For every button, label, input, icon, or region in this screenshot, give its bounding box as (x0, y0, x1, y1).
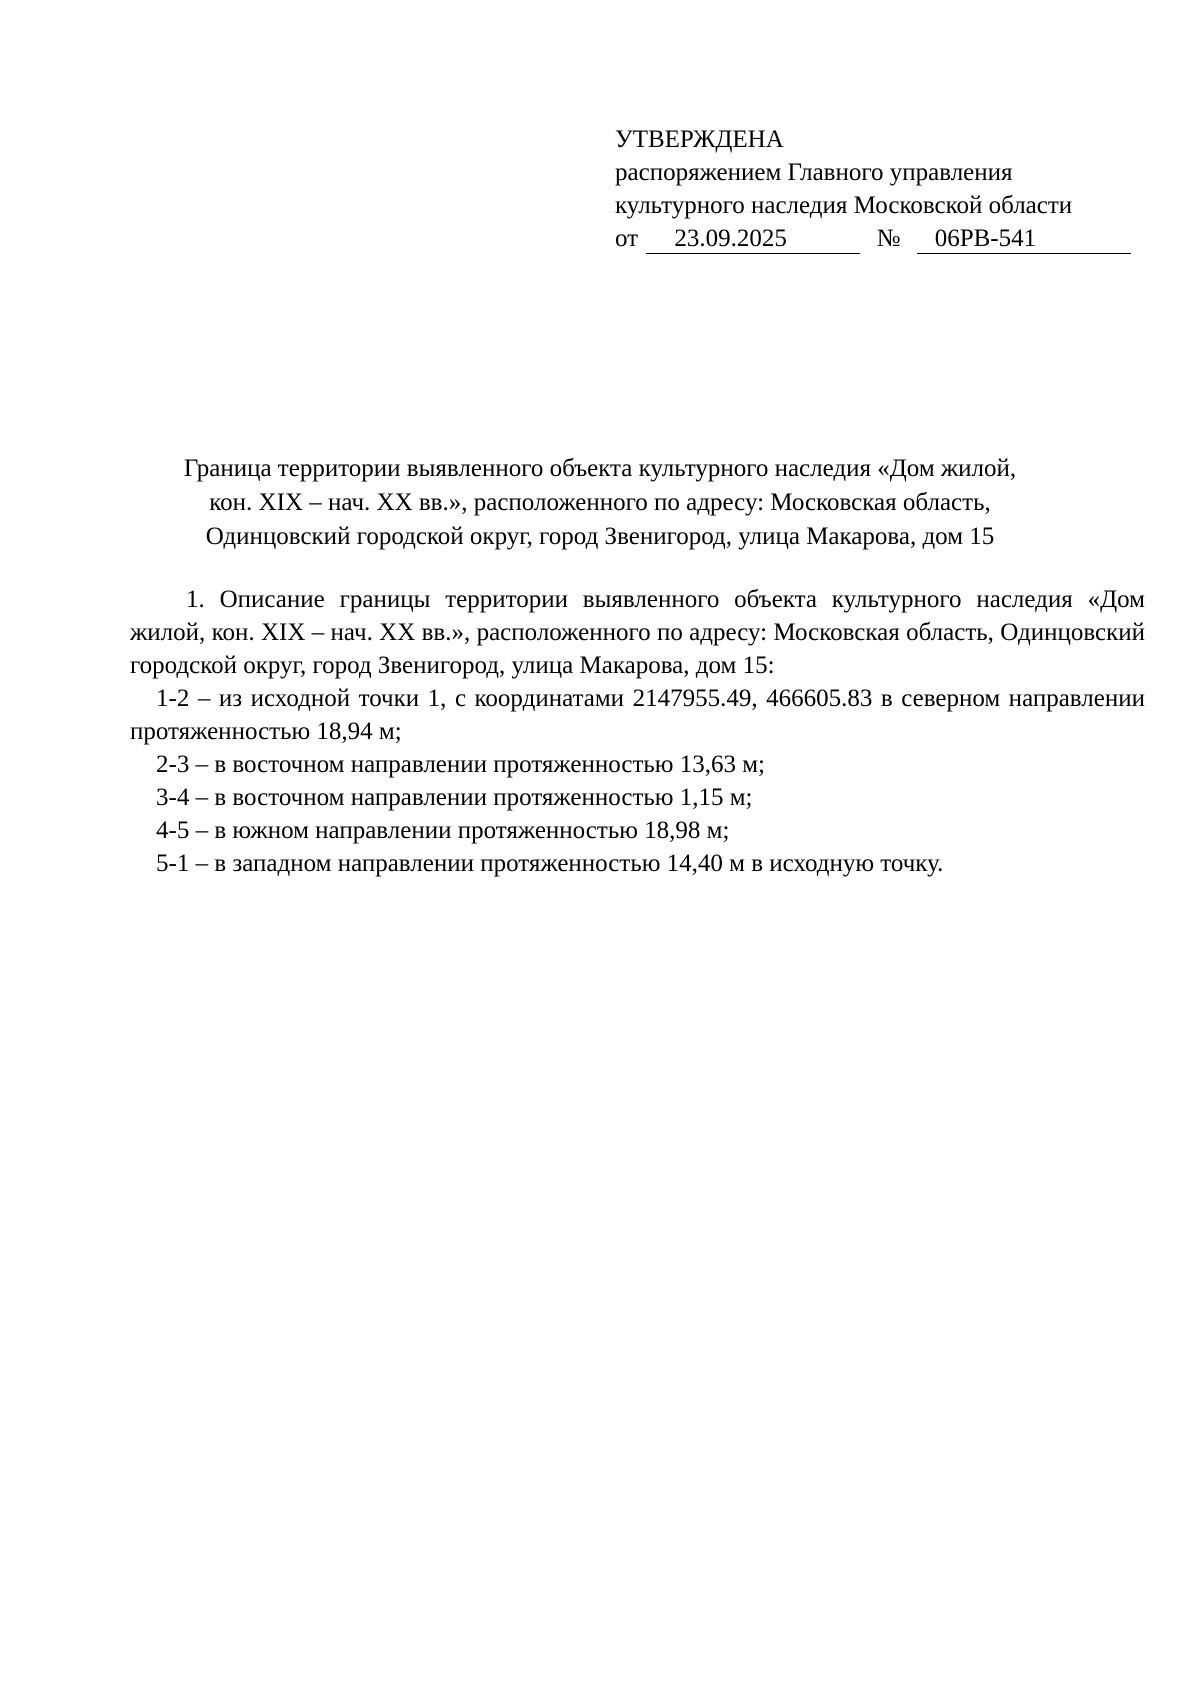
description-intro: 1. Описание границы территории выявленного объекта культурного наследия «Дом жилой, кон. XIX – нач. XX вв.», расположенного по адресу: Московская область, Одинцовский городской округ, город Звенигород, улица Макарова, дом 15: (130, 586, 1145, 679)
segment-1-2: 1-2 – из исходной точки 1, с координатами 2147955.49, 466605.83 в северном направлении протяженностью 18,94 м; (130, 685, 1145, 745)
title-line-3: Одинцовский городской округ, город Звенигород, улица Макарова, дом 15 (205, 523, 995, 550)
number-label: № (876, 225, 901, 252)
title-line-1: Граница территории выявленного объекта культурного наследия «Дом жилой, (183, 455, 1017, 482)
approval-number: 06РВ-541 (917, 226, 1131, 254)
document-title (130, 452, 1070, 554)
approval-block (615, 123, 1131, 255)
approval-line-1: распоряжением Главного управления (615, 159, 1013, 186)
approval-line-2: культурного наследия Московской области (615, 192, 1073, 219)
title-line-2: кон. XIX – нач. XX вв.», расположенного по адресу: Московская область, (209, 489, 991, 516)
segment-4-5: 4-5 – в южном направлении протяженностью 18,98 м; (156, 817, 730, 844)
approval-heading: УТВЕРЖДЕНА (615, 126, 784, 153)
date-label: от (615, 225, 639, 252)
segment-2-3: 2-3 – в восточном направлении протяженностью 13,63 м; (156, 751, 765, 778)
approval-date-number-line (615, 222, 1131, 255)
approval-date: 23.09.2025 (646, 226, 860, 254)
boundary-description (130, 583, 1145, 880)
segment-3-4: 3-4 – в восточном направлении протяженностью 1,15 м; (156, 784, 753, 811)
segment-5-1: 5-1 – в западном направлении протяженностью 14,40 м в исходную точку. (156, 850, 944, 877)
